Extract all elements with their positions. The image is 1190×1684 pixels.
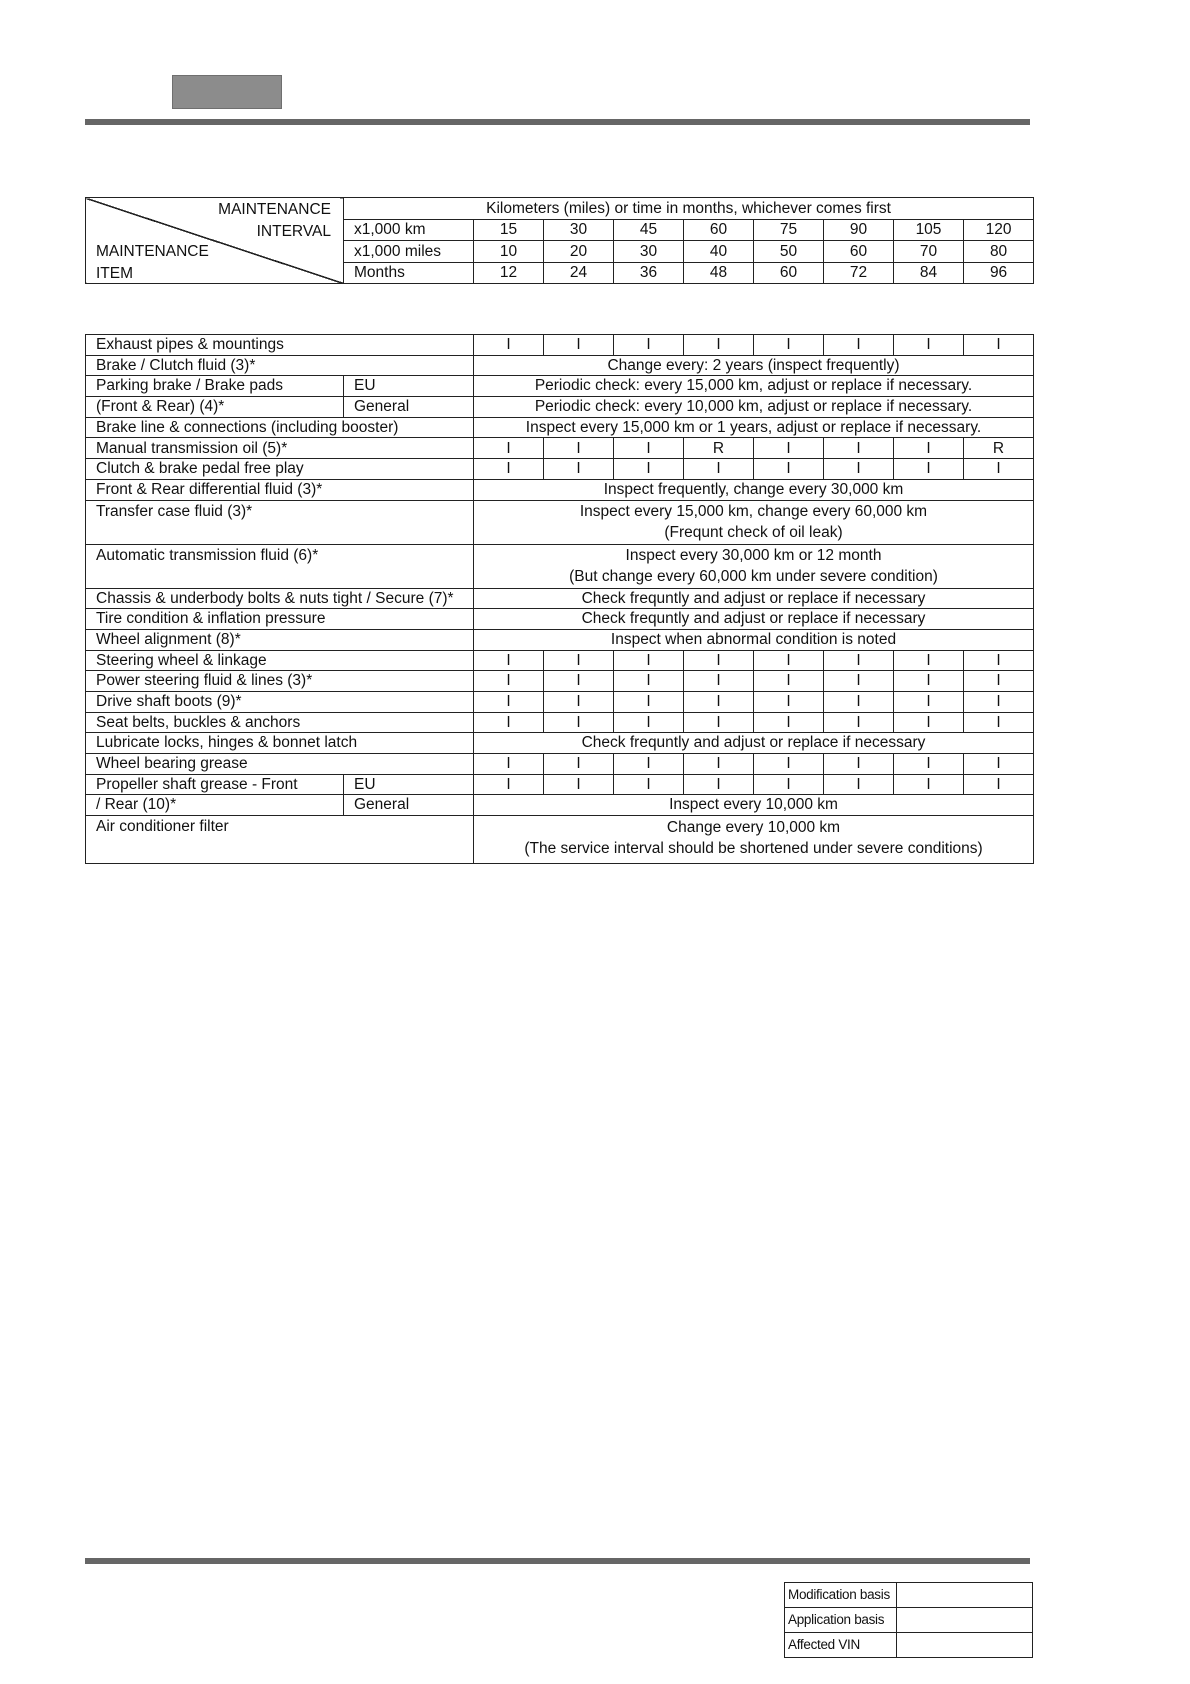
schedule-mark: I <box>754 335 824 356</box>
schedule-mark: I <box>824 650 894 671</box>
table-row <box>86 438 1034 459</box>
schedule-mark: I <box>474 774 544 795</box>
schedule-mark: I <box>754 459 824 480</box>
item-name: Front & Rear differential fluid (3)* <box>86 479 474 500</box>
schedule-mark: I <box>614 712 684 733</box>
schedule-mark: I <box>964 774 1034 795</box>
mod-label: Application basis <box>785 1608 897 1633</box>
item-name: Seat belts, buckles & anchors <box>86 712 474 733</box>
schedule-mark: I <box>474 754 544 775</box>
note-line: Inspect every 30,000 km or 12 month <box>625 547 882 564</box>
schedule-mark: I <box>474 438 544 459</box>
item-name: Power steering fluid & lines (3)* <box>86 671 474 692</box>
item-name: Lubricate locks, hinges & bonnet latch <box>86 733 474 754</box>
mod-value <box>897 1583 1033 1608</box>
schedule-mark: I <box>684 671 754 692</box>
bottom-rule <box>85 1558 1030 1564</box>
schedule-mark: I <box>474 335 544 356</box>
interval-value: 60 <box>824 241 894 263</box>
corner-interval-label: INTERVAL <box>256 223 331 240</box>
schedule-mark: I <box>754 774 824 795</box>
table-row <box>86 376 1034 397</box>
schedule-mark: I <box>894 459 964 480</box>
modification-box <box>784 1582 1033 1658</box>
schedule-mark: I <box>684 691 754 712</box>
interval-value: 30 <box>544 219 614 241</box>
interval-value: 30 <box>614 241 684 263</box>
row-label: x1,000 km <box>344 219 474 241</box>
schedule-mark: I <box>754 691 824 712</box>
region-label: EU <box>344 774 474 795</box>
interval-value: 96 <box>964 262 1034 284</box>
schedule-mark: I <box>964 335 1034 356</box>
table-row <box>86 650 1034 671</box>
schedule-mark: I <box>964 712 1034 733</box>
item-name: Wheel bearing grease <box>86 754 474 775</box>
item-name: / Rear (10)* <box>86 795 344 816</box>
schedule-mark: I <box>614 335 684 356</box>
schedule-note: Check frequntly and adjust or replace if necessary <box>474 609 1034 630</box>
schedule-mark: I <box>894 671 964 692</box>
schedule-mark: I <box>824 438 894 459</box>
schedule-mark: I <box>614 691 684 712</box>
interval-value: 40 <box>684 241 754 263</box>
schedule-mark: I <box>894 712 964 733</box>
schedule-mark: I <box>544 754 614 775</box>
region-label: General <box>344 397 474 418</box>
corner-maintenance-label: MAINTENANCE <box>218 201 331 218</box>
note-line: Change every 10,000 km <box>666 819 841 837</box>
schedule-mark: I <box>824 712 894 733</box>
schedule-note <box>474 816 1034 864</box>
item-name: Manual transmission oil (5)* <box>86 438 474 459</box>
schedule-mark: I <box>964 459 1034 480</box>
schedule-mark: I <box>614 459 684 480</box>
schedule-mark: I <box>544 459 614 480</box>
schedule-mark: R <box>684 438 754 459</box>
schedule-mark: I <box>474 691 544 712</box>
schedule-mark: I <box>894 691 964 712</box>
schedule-mark: I <box>614 754 684 775</box>
schedule-mark: I <box>684 712 754 733</box>
schedule-mark: I <box>544 438 614 459</box>
mod-value <box>897 1608 1033 1633</box>
schedule-mark: I <box>894 774 964 795</box>
item-name: Automatic transmission fluid (6)* <box>86 544 474 588</box>
table-row <box>86 588 1034 609</box>
region-label: General <box>344 795 474 816</box>
item-name: Transfer case fluid (3)* <box>86 500 474 544</box>
mod-row <box>785 1633 1033 1658</box>
interval-value: 80 <box>964 241 1034 263</box>
schedule-mark: I <box>544 650 614 671</box>
header-tab-box <box>172 75 282 109</box>
schedule-mark: I <box>684 335 754 356</box>
table-row <box>86 795 1034 816</box>
interval-value: 24 <box>544 262 614 284</box>
schedule-mark: I <box>824 754 894 775</box>
schedule-mark: I <box>754 712 824 733</box>
interval-value: 120 <box>964 219 1034 241</box>
table-row <box>86 733 1034 754</box>
item-name: Air conditioner filter <box>86 816 474 864</box>
table-row <box>86 397 1034 418</box>
item-name: Brake / Clutch fluid (3)* <box>86 355 474 376</box>
schedule-mark: I <box>824 459 894 480</box>
schedule-note: Check frequntly and adjust or replace if necessary <box>474 588 1034 609</box>
note-line: Inspect every 15,000 km, change every 60,000 km <box>579 503 928 520</box>
table-row <box>86 355 1034 376</box>
item-name: Drive shaft boots (9)* <box>86 691 474 712</box>
schedule-mark: I <box>474 650 544 671</box>
interval-value: 105 <box>894 219 964 241</box>
schedule-note <box>474 544 1034 588</box>
interval-value: 20 <box>544 241 614 263</box>
schedule-note: Inspect every 15,000 km or 1 years, adjust or replace if necessary. <box>474 417 1034 438</box>
item-name: (Front & Rear) (4)* <box>86 397 344 418</box>
schedule-mark: I <box>824 335 894 356</box>
schedule-note: Inspect every 10,000 km <box>474 795 1034 816</box>
interval-value: 75 <box>754 219 824 241</box>
schedule-mark: I <box>964 754 1034 775</box>
schedule-mark: I <box>614 438 684 459</box>
schedule-mark: I <box>474 671 544 692</box>
schedule-mark: I <box>894 754 964 775</box>
table-row <box>86 629 1034 650</box>
interval-value: 15 <box>474 219 544 241</box>
region-label: EU <box>344 376 474 397</box>
interval-value: 84 <box>894 262 964 284</box>
item-name: Propeller shaft grease - Front <box>86 774 344 795</box>
table-row <box>86 335 1034 356</box>
schedule-mark: I <box>754 754 824 775</box>
schedule-mark: I <box>544 712 614 733</box>
table-row <box>86 816 1034 864</box>
table-row <box>86 500 1034 544</box>
item-name: Clutch & brake pedal free play <box>86 459 474 480</box>
schedule-note: Inspect frequently, change every 30,000 km <box>474 479 1034 500</box>
schedule-note: Change every: 2 years (inspect frequently) <box>474 355 1034 376</box>
schedule-mark: I <box>964 671 1034 692</box>
item-name: Chassis & underbody bolts & nuts tight / Secure (7)* <box>86 588 474 609</box>
mod-row <box>785 1583 1033 1608</box>
mod-label: Modification basis <box>785 1583 897 1608</box>
schedule-note: Periodic check: every 15,000 km, adjust or replace if necessary. <box>474 376 1034 397</box>
schedule-note: Check frequntly and adjust or replace if necessary <box>474 733 1034 754</box>
top-rule <box>85 119 1030 125</box>
schedule-mark: I <box>754 438 824 459</box>
schedule-note: Inspect when abnormal condition is noted <box>474 629 1034 650</box>
schedule-mark: I <box>964 650 1034 671</box>
schedule-mark: I <box>684 650 754 671</box>
interval-value: 60 <box>684 219 754 241</box>
interval-value: 48 <box>684 262 754 284</box>
row-label: x1,000 miles <box>344 241 474 263</box>
schedule-mark: I <box>824 691 894 712</box>
interval-value: 60 <box>754 262 824 284</box>
item-name: Brake line & connections (including booster) <box>86 417 474 438</box>
schedule-mark: I <box>474 459 544 480</box>
schedule-mark: I <box>614 774 684 795</box>
table-row <box>86 417 1034 438</box>
corner-maintenance-item-label: MAINTENANCE <box>96 243 209 260</box>
interval-value: 45 <box>614 219 684 241</box>
table-row <box>86 459 1034 480</box>
schedule-mark: I <box>614 650 684 671</box>
interval-value: 36 <box>614 262 684 284</box>
mod-row <box>785 1608 1033 1633</box>
note-line: (But change every 60,000 km under severe condition) <box>569 568 938 585</box>
table-row <box>86 479 1034 500</box>
interval-value: 90 <box>824 219 894 241</box>
interval-value: 12 <box>474 262 544 284</box>
table-row <box>86 774 1034 795</box>
schedule-mark: I <box>754 650 824 671</box>
mod-label: Affected VIN <box>785 1633 897 1658</box>
schedule-mark: I <box>824 671 894 692</box>
mod-value <box>897 1633 1033 1658</box>
schedule-mark: I <box>544 774 614 795</box>
table-row <box>86 712 1034 733</box>
item-name: Exhaust pipes & mountings <box>86 335 474 356</box>
schedule-mark: I <box>754 671 824 692</box>
header-corner-cell <box>86 198 344 284</box>
schedule-mark: I <box>894 650 964 671</box>
table-row <box>86 671 1034 692</box>
schedule-mark: I <box>894 335 964 356</box>
interval-value: 70 <box>894 241 964 263</box>
interval-value: 50 <box>754 241 824 263</box>
schedule-mark: I <box>684 774 754 795</box>
schedule-mark: I <box>894 438 964 459</box>
interval-value: 72 <box>824 262 894 284</box>
note-line: (The service interval should be shortened under severe conditions) <box>524 840 983 858</box>
table-row <box>86 754 1034 775</box>
schedule-mark: I <box>544 335 614 356</box>
schedule-mark: I <box>614 671 684 692</box>
maintenance-schedule-table <box>85 334 1034 864</box>
schedule-mark: I <box>824 774 894 795</box>
schedule-note: Periodic check: every 10,000 km, adjust or replace if necessary. <box>474 397 1034 418</box>
table-row <box>86 691 1034 712</box>
schedule-mark: R <box>964 438 1034 459</box>
schedule-mark: I <box>964 691 1034 712</box>
schedule-mark: I <box>544 691 614 712</box>
interval-header-table <box>85 197 1034 284</box>
schedule-mark: I <box>684 459 754 480</box>
interval-value: 10 <box>474 241 544 263</box>
item-name: Tire condition & inflation pressure <box>86 609 474 630</box>
item-name: Steering wheel & linkage <box>86 650 474 671</box>
schedule-note <box>474 500 1034 544</box>
schedule-mark: I <box>544 671 614 692</box>
item-name: Parking brake / Brake pads <box>86 376 344 397</box>
table-row <box>86 544 1034 588</box>
schedule-mark: I <box>684 754 754 775</box>
corner-item-label: ITEM <box>96 265 134 282</box>
row-label: Months <box>344 262 474 284</box>
item-name: Wheel alignment (8)* <box>86 629 474 650</box>
schedule-mark: I <box>474 712 544 733</box>
table-row <box>86 609 1034 630</box>
interval-title: Kilometers (miles) or time in months, whichever comes first <box>344 198 1034 220</box>
note-line: (Frequnt check of oil leak) <box>664 524 843 541</box>
